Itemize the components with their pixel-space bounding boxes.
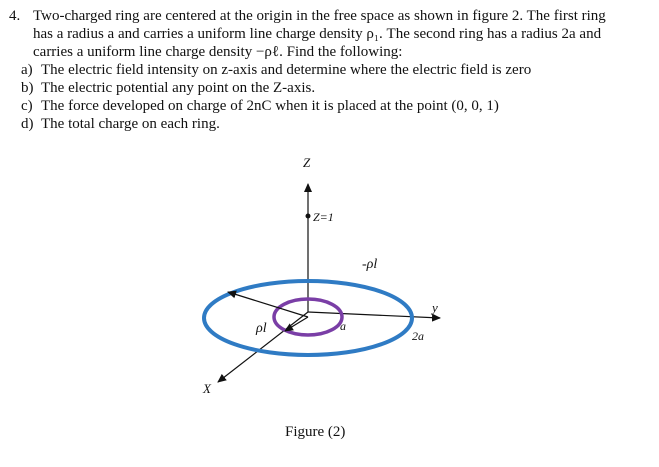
radius-a-arrow	[285, 317, 308, 331]
part-text: The electric field intensity on z-axis and determine where the electric field is zero	[41, 62, 532, 78]
part-label: b)	[21, 80, 34, 96]
two-a-label: 2a	[412, 329, 424, 343]
stem-line-2: has a radius a and carries a uniform line charge density ρ₁. The second ring has a radius 2a and	[33, 26, 602, 42]
part-text: The force developed on charge of 2nC when it is placed at the point (0, 0, 1)	[41, 98, 499, 114]
y-axis	[308, 312, 440, 318]
y-axis-label: y	[432, 300, 438, 315]
part-label: a)	[21, 62, 33, 78]
z-axis-label: Z	[303, 155, 311, 170]
stem-line-3: carries a uniform line charge density −ρℓ. Find the following:	[33, 44, 403, 60]
a-label: a	[340, 319, 346, 333]
rho-label: ρl	[256, 321, 267, 336]
z1-point	[306, 214, 311, 219]
z1-label: Z=1	[313, 210, 334, 224]
part-label: d)	[21, 116, 34, 132]
stem-line-1: Two-charged ring are centered at the origin in the free space as shown in figure 2. The first ring	[33, 8, 606, 24]
part-text: The electric potential any point on the Z-axis.	[41, 80, 316, 96]
x-axis-label: X	[203, 381, 211, 396]
part-text: The total charge on each ring.	[41, 116, 220, 132]
figure-caption: Figure (2)	[285, 424, 346, 440]
problem-number: 4.	[9, 8, 21, 24]
neg-rho-label: -ρl	[362, 257, 378, 272]
radius-2a-arrow	[228, 292, 308, 317]
part-label: c)	[21, 98, 33, 114]
